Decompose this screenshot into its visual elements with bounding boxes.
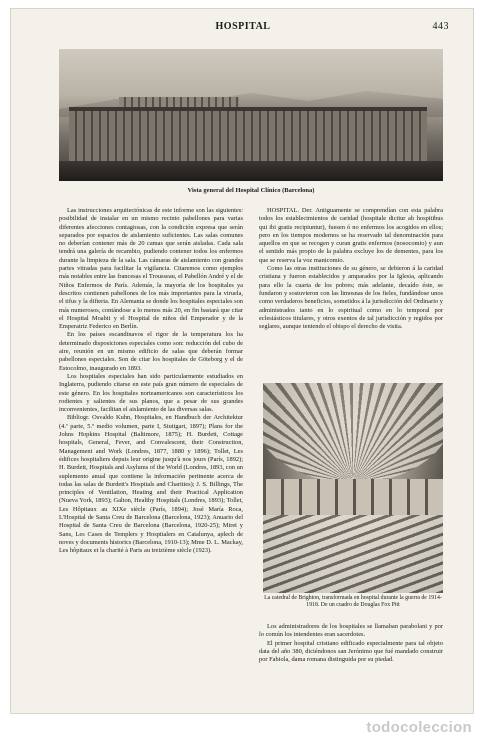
- right-photo-caption: La catedral de Brighton, transformada en hospital durante la guerra de 1914-1918. De un cuadro de Douglas Fox Pitt: [264, 595, 442, 608]
- paragraph: En los países escandinavos el rigor de la temperatura los ha determinado disposiciones especiales como son: reducción del cubo de aire, reunión en un mismo edificio de salas que deberán formar pabellones especiales. Son de citar los hospitales de Göteborg y el de Estocolmo, inaugurado en 1893.: [59, 331, 243, 372]
- paragraph: HOSPITAL. Der. Antiguamente se comprendían con esta palabra todos los establecimientos de caridad (hospitale dicitur ab hospitibus qui ibi gratis recipiuntur), fuesen ó no enfermos los acogidos en ellos; pero en los tiempos modernos se ha reservado tal denominación para aquellos en que se recogen y curan gratis enfermos (nosocomio) y aun el sentido más propio de la palabra excluye los de dementes, para los que se reserva la voz manicomio.: [259, 207, 443, 264]
- page-number: 443: [432, 21, 449, 32]
- bottom-right-text: [259, 623, 443, 664]
- running-title: HOSPITAL: [215, 21, 271, 32]
- right-text-column: [259, 207, 443, 331]
- paragraph: Los hospitales especiales han sido particularmente estudiados en Inglaterra, pudiendo citarse en este país gran número de especiales de este género. En los hospitales norteamericanos son característicos los rodientes y salientes de sus planos, que a pesar de sus grandes inconvenientes, facilitan el aislamiento de las diversas salas.: [59, 372, 243, 414]
- hospital-clinico-photo: [59, 49, 443, 181]
- bibliography: Bibliogr. Osvaldo Kuhn, Hospitales, en Handbuch der Architektur (4.ª parte, 5.º medio volumen, parte I, Stuttgart, 1897); Plans for the Johns Hopkins Hospital (Baltimore, 1875); H. Burdett, Cottage hospitals, General, Fever, and Convalescent, their Construction, Management and Work (Londres, 1877, 1880 y 1896); Tollet, Les édifices hospitaliers depuis leur origine jusqu'à nos jours (París, 1892); H. Burdett, Hospitals and Asylums of the World (Londres, 1893, con un suplemento anual que contiene la información pertinente acerca de todas las salas de Burdett's Hospitals and Charities); J. S. Billings, The principles of Ventilation, Heating and their Practical Application (Nueva York, 1893); Galton, Healthy Hospitals (Londres, 1893); Tollet, Les Hôpitaux au XIXe siècle (París, 1894); José María Roca, L'Hospital de Santa Creu de Barcelona (Barcelona, 1923); Anuario del Hospital de Santa Creu de Barcelona (Barcelona, 1920-25); Miret y Sans, Les Cases de Templers y Hospitalers en Catalunya, aplech de noves y documents historics (Barcelona, 1910-13); Mme D. L. Mackay, Les hôpitaux et la charité à Paris au treizième siècle (1923).: [59, 414, 243, 555]
- paragraph: Como las otras instituciones de su género, se debieron á la caridad cristiana y fueron establecidos y amparados por la Iglesia, aplicando para ello la cuarta de los pobres; más adelante, decaído éste, se fundaron y sostuvieron con las limosnas de los fieles, fundándose unos como verdaderos beneficios, sometidos á la jurisdicción del Ordinario y administrados tanto en lo espiritual como en lo temporal por eclesiásticos titulares, y otros exentos de tal jurisdicción y regidos por seglares, aunque teniendo el obispo el derecho de visita.: [259, 265, 443, 331]
- paragraph: Las instrucciones arquitectónicas de este informe son las siguientes: posibilidad de instalar en un mismo recinto pabellones para varias diferentes afecciones contagiosas, con la condición expresa que serán separados por espacios de aislamiento suficientes. Las salas comunes no deberían contener más de 20 camas que serán aisladas. Cada sala tendrá una galería de recambio, pudiendo contener todos los enfermos durante la limpieza de la sala. Las cámaras de aislamiento con grandes partes vitradas para facilitar la vigilancia. Citaremos como ejemplos más notables entre las francesas el Trousseau, el Pabellón André y el de Niños Enfermos de París. Además, la mayoría de los hospitales ya descritos contienen pabellones de los más importantes para la viruela, el tifus y la difteria. En Alemania se donde los hospitales especiales son más numerosos, contándose a lo menos más 20, en fin bastará que citar el Hospital Moabit y el Hospital de niños del Emperador y de la Emperatriz Federico en Berlín.: [59, 207, 243, 331]
- paragraph: El primer hospital cristiano edificado especialmente para tal objeto data del año 380, diciéndonos san Jerónimo que fué mandado construir por Fabiola, dama romana distinguida por su piedad.: [259, 639, 443, 664]
- watermark-logo: todocoleccion: [366, 719, 472, 736]
- page-header: [37, 21, 449, 35]
- paragraph: Los administradores de los hospitales se llamaban parabolani y por lo común los intendentes eran sacerdotes.: [259, 623, 443, 639]
- brighton-cathedral-hospital-photo: [263, 383, 443, 593]
- left-text-column: [59, 207, 243, 555]
- top-photo-caption: Vista general del Hospital Clínico (Barcelona): [187, 187, 315, 194]
- document-page: [10, 8, 474, 714]
